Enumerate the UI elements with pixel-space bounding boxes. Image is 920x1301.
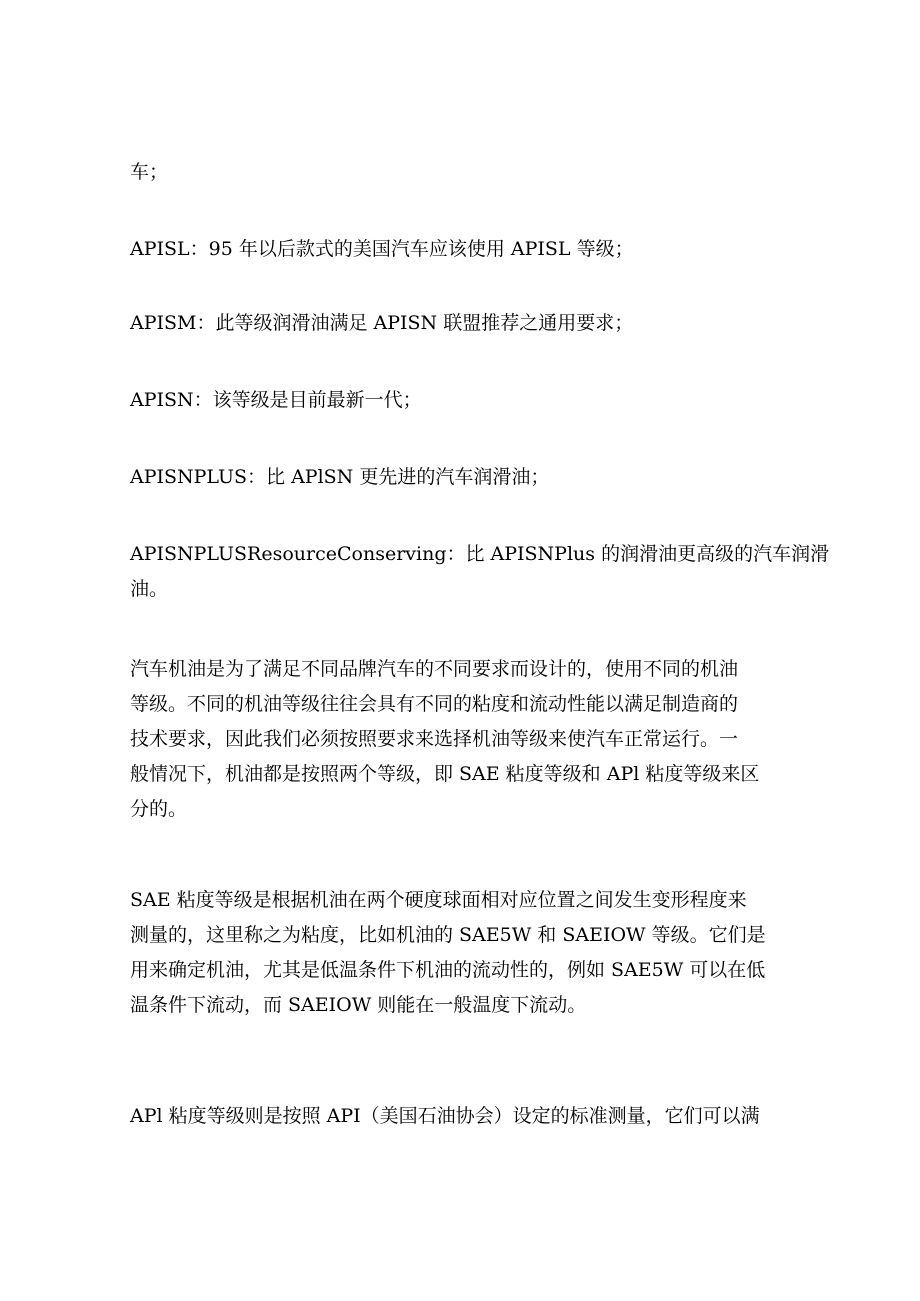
text-line: 油。 [130,578,169,600]
text-line: APl 粘度等级则是按照 API（美国石油协会）设定的标准测量，它们可以满 [130,1105,760,1127]
paragraph-continuation [130,155,795,190]
text-line: 技术要求，因此我们必须按照要求来选择机油等级来使汽车正常运行。一 [130,728,739,750]
paragraph-apisnplus [130,460,795,495]
text-line: SAE 粘度等级是根据机油在两个硬度球面相对应位置之间发生变形程度来 [130,889,747,911]
paragraph-engine-oil-grades [130,652,795,827]
text-line: 般情况下，机油都是按照两个等级，即 SAE 粘度等级和 APl 粘度等级来区 [130,763,760,785]
paragraph-apisn [130,383,795,418]
paragraph-apisl [130,232,795,267]
paragraph-api-viscosity [130,1099,795,1134]
text-line: 测量的，这里称之为粘度，比如机油的 SAE5W 和 SAEIOW 等级。它们是 [130,924,766,946]
text-line: APISN：该等级是目前最新一代； [130,389,422,411]
text-line: 等级。不同的机油等级往往会具有不同的粘度和流动性能以满足制造商的 [130,693,739,715]
text-line: APISNPLUSResourceConserving：比 APISNPlus 的润滑油更高级的汽车润滑 [130,543,830,565]
text-line: 车； [130,161,169,183]
paragraph-sae-viscosity [130,883,795,1023]
text-line: 分的。 [130,798,188,820]
text-line: APISNPLUS：比 APlSN 更先进的汽车润滑油； [130,466,550,488]
text-line: 汽车机油是为了满足不同品牌汽车的不同要求而设计的，使用不同的机油 [130,658,739,680]
paragraph-apisnplus-resource-conserving [130,537,830,607]
paragraph-apism [130,306,795,341]
text-line: 温条件下流动，而 SAEIOW 则能在一般温度下流动。 [130,994,587,1016]
text-line: APISM：此等级润滑油满足 APISN 联盟推荐之通用要求； [130,312,634,334]
text-line: 用来确定机油，尤其是低温条件下机油的流动性的，例如 SAE5W 可以在低 [130,959,766,981]
text-line: APISL：95 年以后款式的美国汽车应该使用 APISL 等级； [130,238,634,260]
